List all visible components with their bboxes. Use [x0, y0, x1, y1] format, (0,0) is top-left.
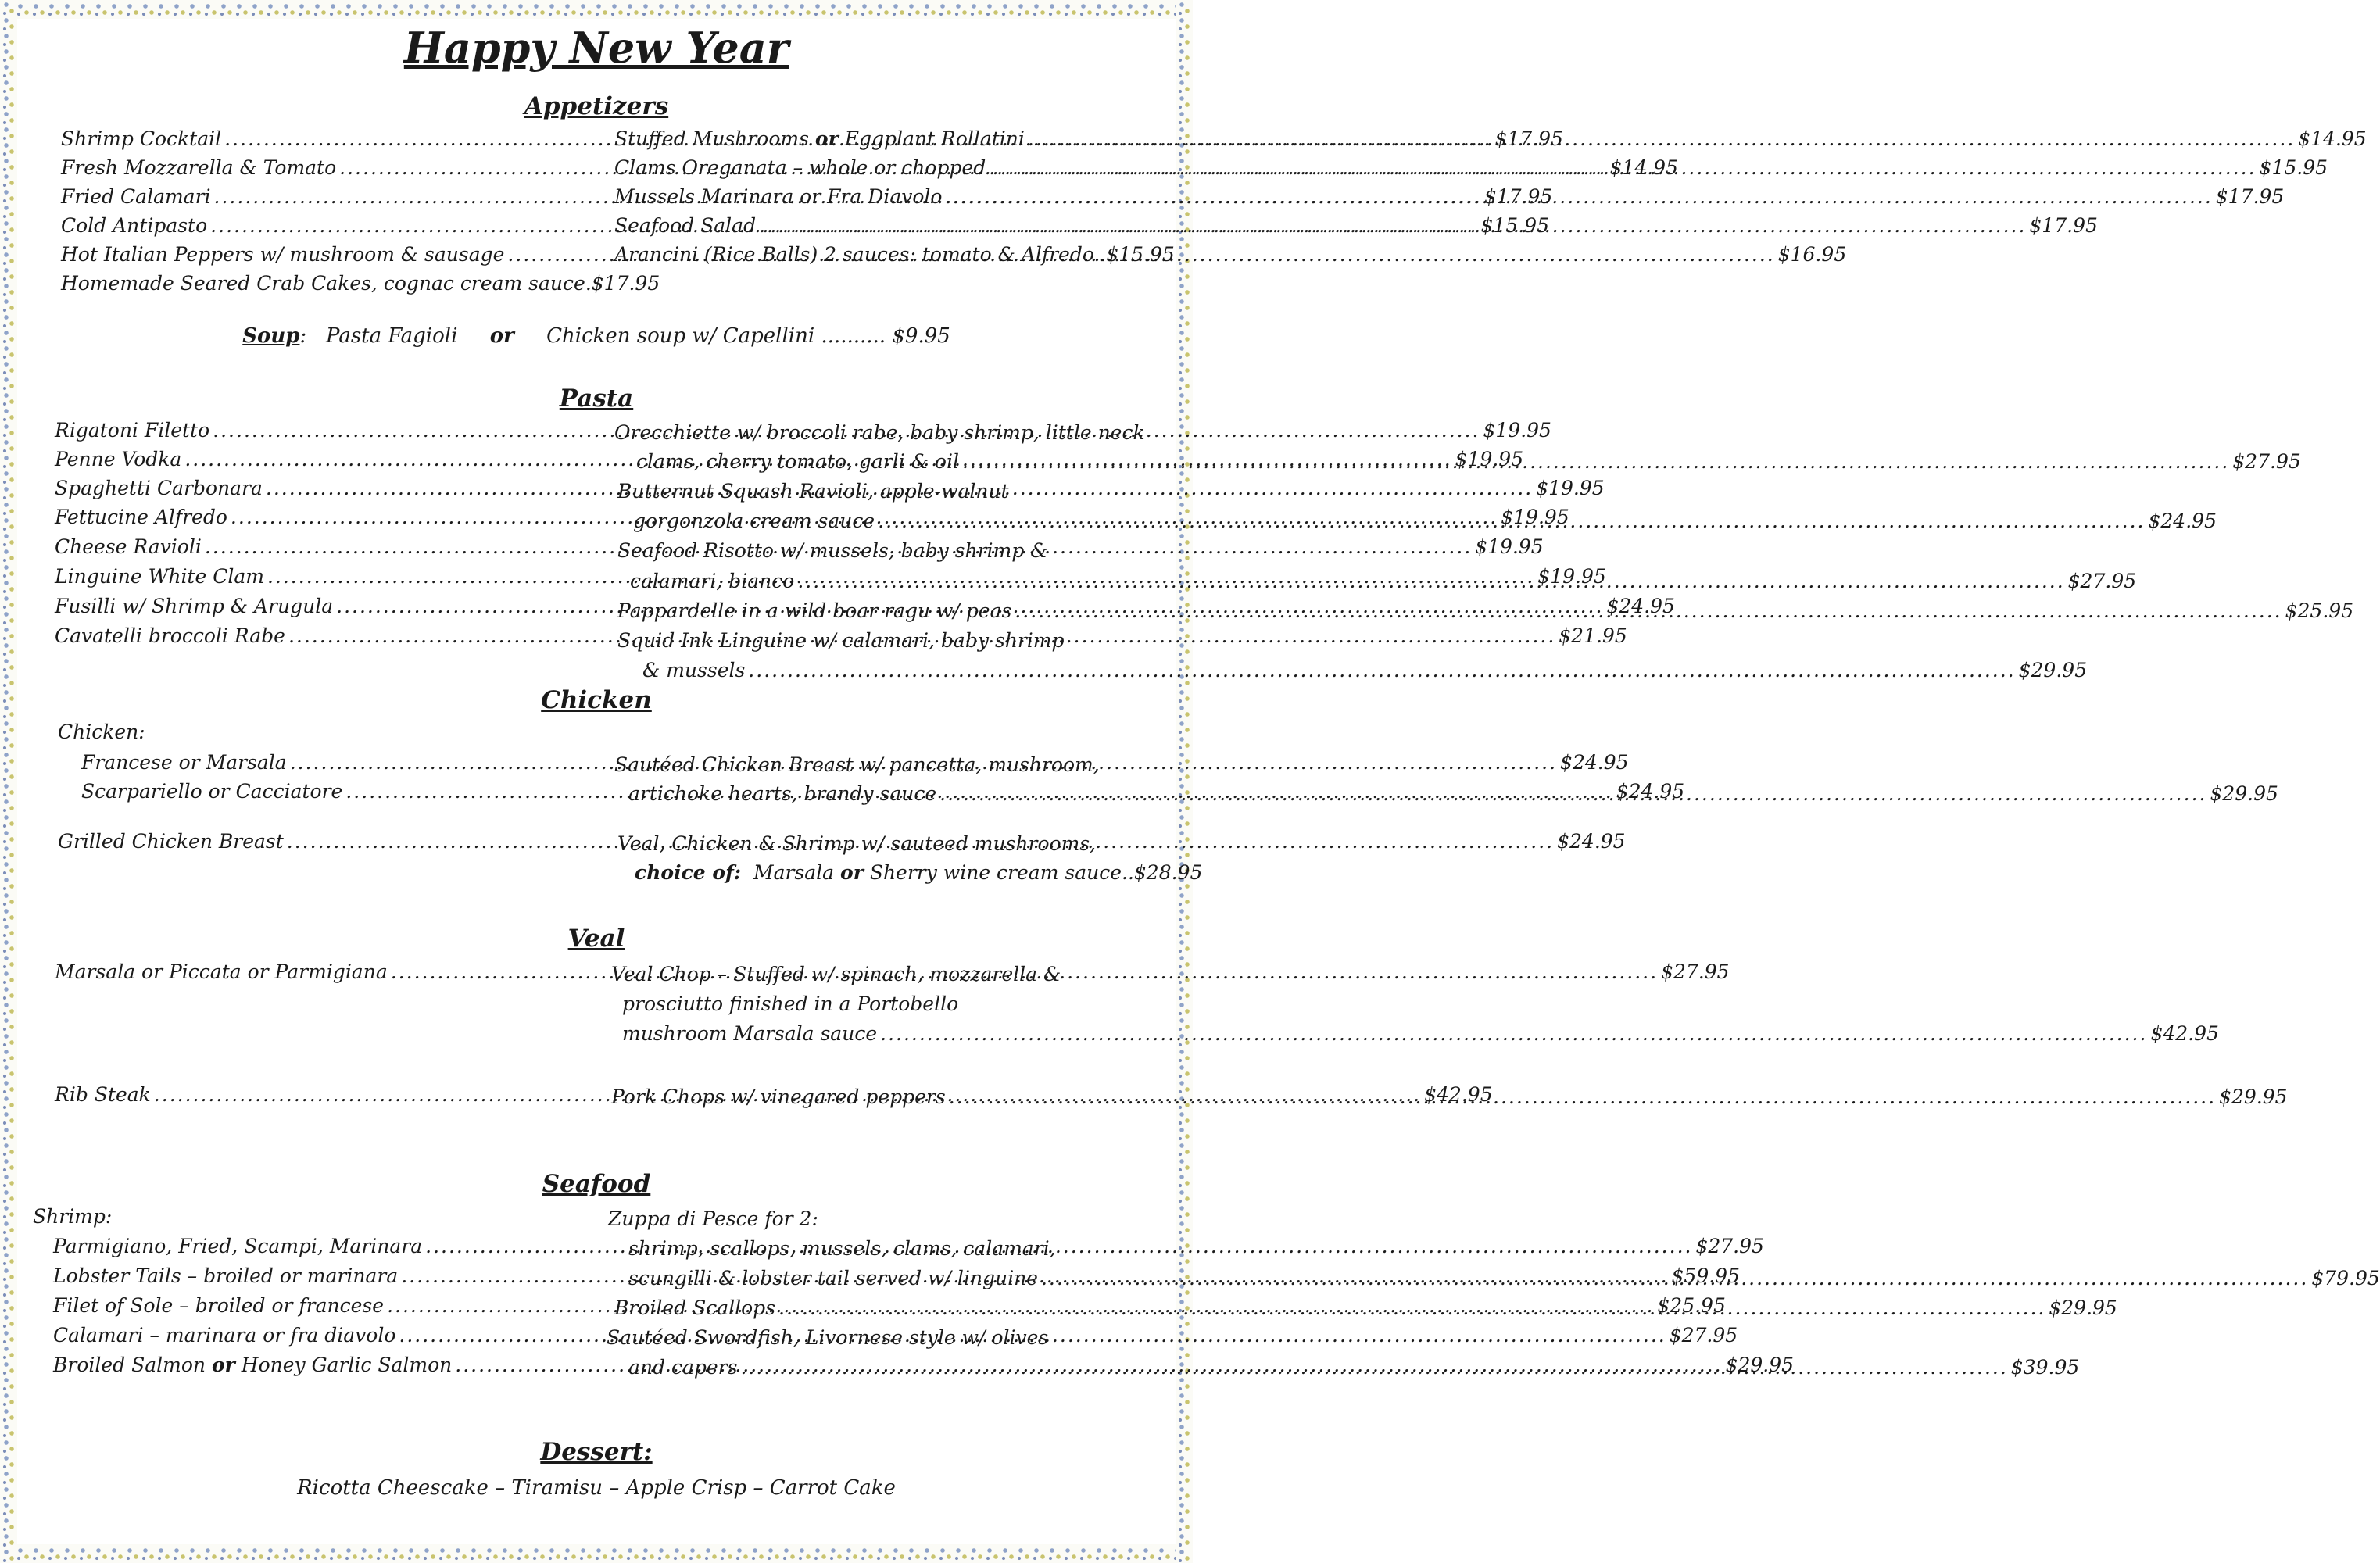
- veal-item: Pork Chops w/ vinegared peppers ..... $29.95: [611, 1086, 1124, 1109]
- seafood-item: Broiled Scallops ..... $29.95: [614, 1297, 1127, 1320]
- seafood-item: Filet of Sole – broiled or francese ..... $25.95: [53, 1294, 547, 1318]
- appetizer-item: Mussels Marinara or Fra Diavolo ..... $17.95: [614, 185, 1146, 209]
- seafood-item: Parmigiano, Fried, Scampi, Marinara ..... $27.95: [53, 1235, 550, 1258]
- seafood-item: Calamari – marinara or fra diavolo ..... $27.95: [53, 1324, 546, 1347]
- chicken-item: Francese or Marsala ..... $24.95: [81, 751, 574, 774]
- pasta-item: Rigatoni Filetto ..... $19.95: [55, 419, 578, 442]
- menu-title: Happy New Year: [403, 23, 789, 73]
- seafood-item: Broiled Salmon or Honey Garlic Salmon ..... $29.95: [53, 1354, 542, 1377]
- appetizer-item: Cold Antipasto ..... $15.95: [61, 214, 592, 238]
- pasta-item: gorgonzola cream sauce ..... $24.95: [633, 510, 1141, 533]
- appetizer-item: Arancini (Rice Balls) 2 sauces: tomato & Alfredo.. $15.95: [614, 243, 1175, 266]
- veal-item: Rib Steak ..... $42.95: [55, 1083, 561, 1107]
- veal-item: Marsala or Piccata or Parmigiana ..... $27.95: [55, 960, 563, 984]
- soup-option: Chicken soup w/ Capellini: [546, 324, 815, 348]
- pasta-item: Cavatelli broccoli Rabe ..... $21.95: [55, 624, 578, 648]
- chicken-item: Scarpariello or Cacciatore ..... $24.95: [81, 780, 566, 803]
- appetizer-item: Fresh Mozzarella & Tomato ..... $14.95: [61, 156, 592, 180]
- dessert-items: Ricotta Cheescake – Tiramisu – Apple Crisp – Carrot Cake: [297, 1476, 896, 1500]
- chicken-item-line: Veal, Chicken & Shrimp w/ sauteed mushrooms,: [617, 832, 1097, 855]
- appetizer-item: Stuffed Mushrooms or Eggplant Rollatini ..... $14.95: [614, 127, 1146, 151]
- seafood-shrimp-label: Shrimp:: [33, 1205, 113, 1228]
- pasta-item-line: Orecchiette w/ broccoli rabe, baby shrimp, little neck: [614, 421, 1145, 444]
- chicken-item-line: Sautéed Chicken Breast w/ pancetta, mushroom,: [614, 753, 1100, 776]
- seafood-item-label: Zuppa di Pesce for 2:: [608, 1207, 818, 1230]
- seafood-item-line: Sautéed Swordfish, Livornese style w/ olives: [607, 1326, 1049, 1349]
- floral-border-top: [0, 0, 1193, 19]
- appetizer-item: Hot Italian Peppers w/ mushroom & sausage ..... $16.95: [61, 243, 592, 266]
- pasta-item-line: Seafood Risotto w/ mussels, baby shrimp &: [617, 539, 1048, 562]
- chicken-sublabel: Chicken:: [58, 721, 145, 743]
- pasta-item-line: Squid Ink Linguine w/ calamari, baby shrimp: [617, 629, 1065, 652]
- soup-label: Soup: [242, 324, 300, 348]
- soup-option: Pasta Fagioli: [326, 324, 458, 348]
- appetizer-item: Clams Oreganata – whole or chopped ..... $15.95: [614, 156, 1146, 180]
- pasta-item: Pappardelle in a wild boar ragu w/ peas ..... $25.95: [617, 599, 1141, 623]
- appetizer-item: Seafood Salad ..... $17.95: [614, 214, 1146, 238]
- seafood-heading: Seafood: [542, 1170, 651, 1198]
- soup-price: $9.95: [892, 324, 950, 348]
- veal-heading: Veal: [567, 925, 625, 953]
- seafood-item: Lobster Tails – broiled or marinara ..... $59.95: [53, 1264, 549, 1288]
- veal-item: mushroom Marsala sauce ..... $42.95: [622, 1022, 1130, 1046]
- pasta-item: Penne Vodka ..... $19.95: [55, 448, 578, 471]
- appetizers-heading: Appetizers: [524, 92, 669, 120]
- chicken-heading: Chicken: [541, 686, 652, 714]
- appetizer-item: Fried Calamari ..... $17.95: [61, 185, 592, 209]
- pasta-item: Cheese Ravioli ..... $19.95: [55, 535, 578, 559]
- pasta-item: calamari, bianco ..... $27.95: [630, 570, 1141, 593]
- pasta-item-line: Butternut Squash Ravioli, apple-walnut: [617, 480, 1009, 503]
- soup-line: Soup: Pasta Fagioli or Chicken soup w/ Capellini .......... $9.95: [242, 324, 950, 348]
- chicken-item: artichoke hearts, brandy sauce ..... $29.95: [628, 782, 1136, 806]
- seafood-item-line: shrimp, scallops, mussels, clams, calamari,: [628, 1237, 1056, 1260]
- pasta-item: Linguine White Clam ..... $19.95: [55, 565, 578, 588]
- pasta-heading: Pasta: [559, 384, 634, 413]
- chicken-item: choice of: Marsala or Sherry wine cream sauce.. $28.95: [635, 861, 1203, 884]
- floral-border-bottom: [0, 1544, 1193, 1563]
- pasta-item: Fettucine Alfredo ..... $19.95: [55, 506, 578, 529]
- appetizer-item: Shrimp Cocktail ..... $17.95: [61, 127, 592, 151]
- floral-border-left: [0, 0, 17, 1563]
- pasta-item: & mussels ..... $29.95: [642, 659, 1165, 682]
- pasta-item: clams, cherry tomato, garli & oil ..... $27.95: [636, 450, 1141, 474]
- seafood-item: and capers ..... $39.95: [628, 1356, 1126, 1379]
- dessert-heading: Dessert:: [540, 1438, 653, 1466]
- pasta-item: Spaghetti Carbonara ..... $19.95: [55, 477, 578, 500]
- veal-item-line: Veal Chop – Stuffed w/ spinach, mozzarella &: [611, 963, 1061, 985]
- veal-item-line: prosciutto finished in a Portobello: [622, 993, 959, 1015]
- appetizer-item: Homemade Seared Crab Cakes, cognac cream sauce. $17.95: [61, 272, 660, 295]
- chicken-item: Grilled Chicken Breast ..... $24.95: [58, 830, 566, 853]
- pasta-item: Fusilli w/ Shrimp & Arugula ..... $24.95: [55, 595, 578, 618]
- seafood-item: scungilli & lobster tail served w/ linguine ..... $79.95: [628, 1267, 1127, 1290]
